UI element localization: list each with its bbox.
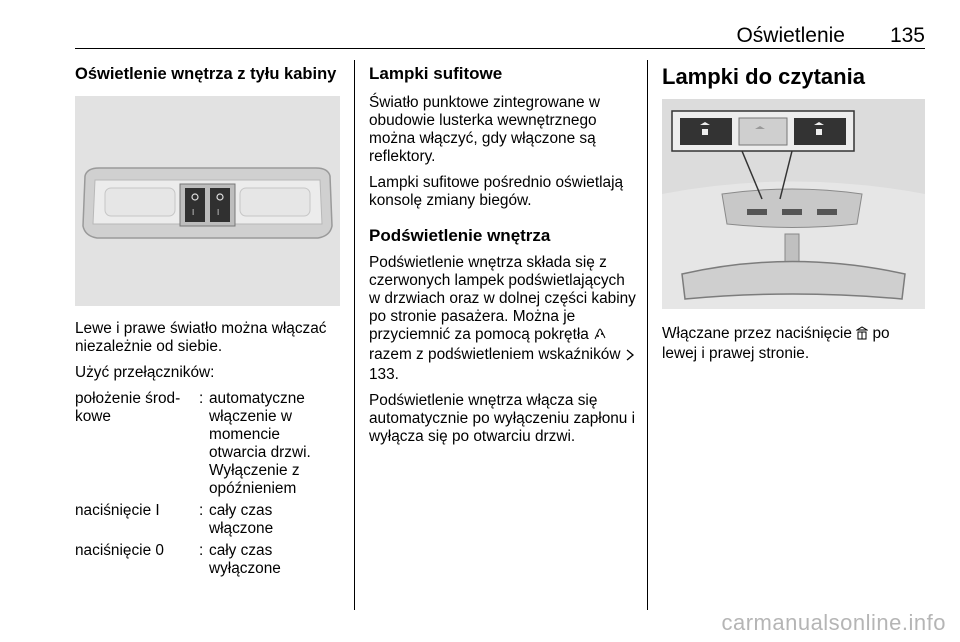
column-rear-cabin-light bbox=[75, 62, 343, 578]
paragraph-auto-on: Podświetlenie wnętrza włącza się automatycznie po wyłączeniu zapłonu i wyłącza się po otwarciu drzwi. bbox=[369, 392, 636, 445]
interior-illumination-text-a: Podświetlenie wnętrza składa się z czerwonych lampek podświetlających w drzwiach oraz w dolnej części kabiny po stronie pasażera. Można je przyciemnić za pomocą pokrętła bbox=[369, 254, 636, 343]
definition-colon: : bbox=[199, 542, 204, 559]
page-reference-arrow-icon bbox=[625, 348, 635, 366]
heading-interior-illumination: Podświetlenie wnętrza bbox=[369, 226, 551, 245]
definition-desc: automatyczne włączenie w momencie otwarcia drzwi. Wyłączenie z opóźnieniem bbox=[209, 390, 311, 497]
reading-lamps-text-a: Włączane przez naciśnięcie bbox=[662, 325, 852, 342]
page-header bbox=[75, 22, 925, 49]
switch-label-right: I bbox=[217, 208, 220, 217]
switch-definitions bbox=[75, 390, 343, 578]
reading-lamps-text-b: po lewej i prawej stronie. bbox=[662, 325, 890, 362]
watermark: carmanualsonline.info bbox=[721, 610, 946, 635]
definition-term: naciśnięcie 0 bbox=[75, 542, 164, 559]
dimmer-knob-icon bbox=[593, 327, 607, 346]
switch-label-left: I bbox=[192, 208, 195, 217]
column-divider bbox=[647, 60, 648, 610]
definition-row bbox=[75, 390, 343, 498]
paragraph-interior-illumination bbox=[369, 254, 637, 384]
page-number: 135 bbox=[889, 24, 925, 47]
paragraph-reading-lamps bbox=[662, 325, 927, 363]
definition-colon: : bbox=[199, 502, 204, 519]
reading-lamp-figure bbox=[662, 99, 925, 309]
reading-lamp-console-illustration bbox=[662, 99, 925, 309]
heading-rear-cabin-light: Oświetlenie wnętrza z tyłu kabiny bbox=[75, 65, 337, 83]
paragraph-spot-light: Światło punktowe zintegrowane w obudowie lusterka wewnętrznego można włączyć, gdy włączone są reflektory. bbox=[369, 94, 600, 165]
heading-ceiling-lamps: Lampki sufitowe bbox=[369, 64, 503, 83]
reading-lamp-icon bbox=[856, 326, 868, 345]
definition-term: naciśnięcie I bbox=[75, 502, 160, 519]
heading-reading-lamps: Lampki do czytania bbox=[662, 64, 865, 89]
column-reading-lamps bbox=[662, 62, 927, 363]
paragraph-indirect-light: Lampki sufitowe pośrednio oświetlają konsolę zmiany biegów. bbox=[369, 174, 624, 209]
rear-light-figure bbox=[75, 96, 340, 306]
section-title: Oświetlenie bbox=[736, 24, 845, 47]
definition-colon: : bbox=[199, 390, 204, 407]
definition-term: położenie środ-kowe bbox=[75, 390, 181, 425]
definition-row bbox=[75, 502, 343, 538]
interior-illumination-text-b: razem z podświetleniem wskaźników bbox=[369, 346, 621, 363]
column-ceiling-lamps bbox=[369, 62, 637, 446]
paragraph-independent-lights: Lewe i prawe światło można włączać niezależnie od siebie. bbox=[75, 320, 327, 355]
paragraph-use-switches: Użyć przełączników: bbox=[75, 364, 215, 381]
rear-light-panel-illustration bbox=[75, 96, 340, 306]
definition-desc: cały czas włączone bbox=[209, 502, 274, 537]
definition-desc: cały czas wyłączone bbox=[209, 542, 281, 577]
column-divider bbox=[354, 60, 355, 610]
page-reference: 133. bbox=[369, 366, 399, 383]
definition-row bbox=[75, 542, 343, 578]
